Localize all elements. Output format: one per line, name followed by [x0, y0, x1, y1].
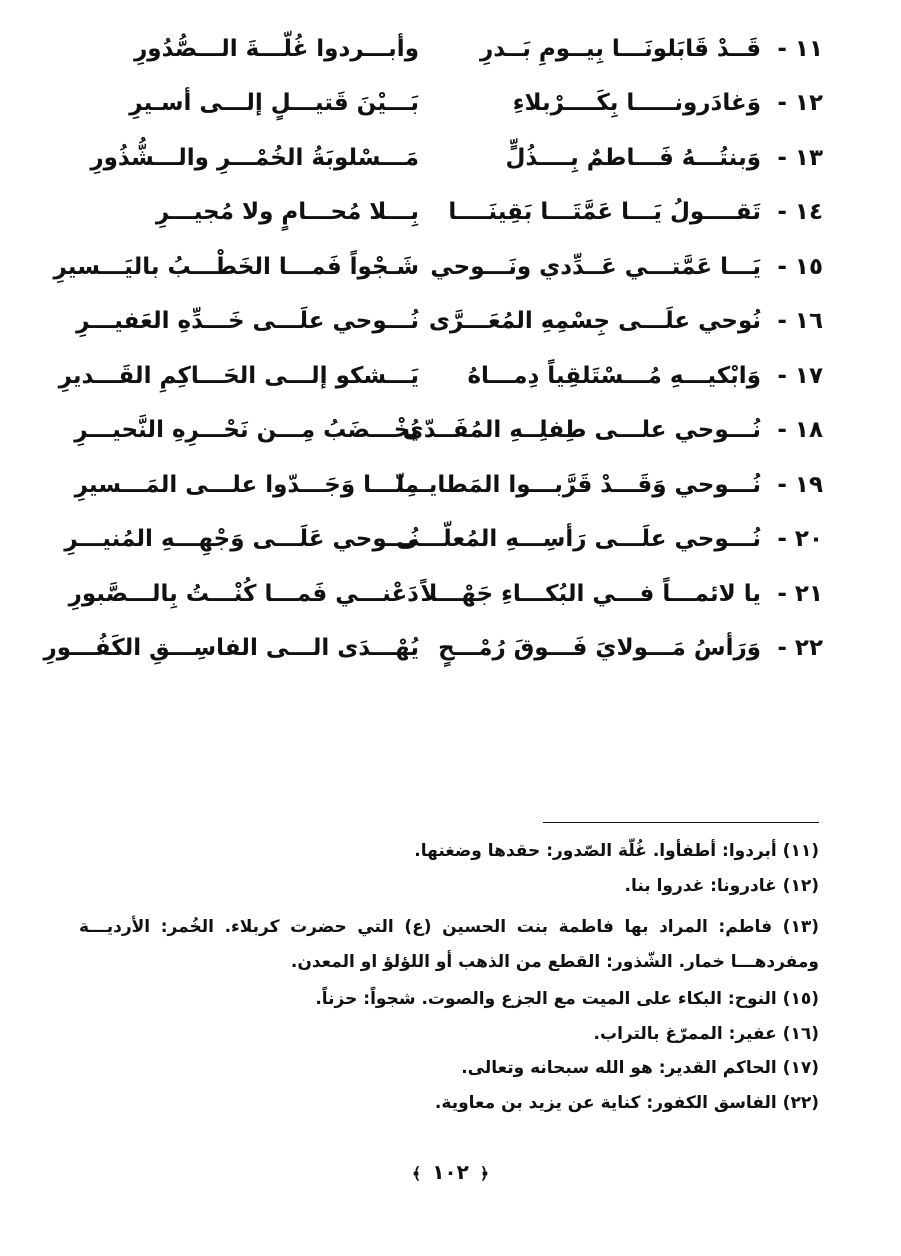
- verse-first-hemistich: قَــدْ قَابَلونَـــا بِيــومِ بَــدرِ: [480, 35, 761, 62]
- verse-line: [43, 622, 823, 677]
- verse-second-hemistich: نُـــوحي علَـــى خَـــدِّهِ العَفيـــرِ: [76, 308, 419, 335]
- verse-first-hemistich: نُـــوحي وَقَـــدْ قَرَّبـــوا المَطايـــا: [396, 471, 761, 498]
- verse-line: [63, 567, 823, 622]
- footnote: (١١) أبردوا: أطفأوا. غُلّة الصّدور: حقدها وضغنها.: [414, 841, 819, 861]
- verse-first-hemistich: نُوحي علَـــى جِسْمِهِ المُعَـــرَّى: [428, 308, 761, 335]
- verse-number: ١٩ -: [777, 471, 823, 498]
- verse-number: ١٥ -: [777, 253, 823, 280]
- verse-second-hemistich: بَـــيْنَ قَتيـــلٍ إلـــى أسـيرِ: [129, 90, 419, 117]
- verse-second-hemistich: يُهْـــدَى الـــى الفاسِـــقِ الكَفُـــورِ: [43, 635, 419, 662]
- footnote-separator: [543, 822, 819, 823]
- verse-number: ١٢ -: [777, 90, 823, 117]
- verse-number: ١٣ -: [777, 144, 823, 171]
- verse-second-hemistich: يُخْـــضَبُ مِـــن نَحْـــرِهِ النَّحيـــرِ: [74, 417, 419, 444]
- verse-line: [63, 77, 823, 132]
- footnote: (١٧) الحاكم القدير: هو الله سبحانه وتعالى.: [461, 1058, 819, 1079]
- verse-first-hemistich: نُـــوحي علَـــى رَأسِـــهِ المُعلّـــى: [396, 526, 761, 553]
- verse-second-hemistich: شَـجْواً فَمـــا الخَطْـــبُ باليَـــسيرِ: [53, 253, 419, 280]
- verse-line: [58, 349, 823, 404]
- footnote: (١٣) فاطم: المراد بها فاطمة بنت الحسين (ع) التي حضرت كربلاء. الخُمر: الأرديـــة ومفردهـــا خمار. الشّذور: القطع من الذهب أو اللؤلؤ او المعدن.: [79, 916, 819, 972]
- verse-second-hemistich: دَعْنـــي فَمـــا كُنْـــتُ بِالـــصَّبورِ: [68, 580, 419, 607]
- page-ornament-left: ﴾: [411, 1164, 422, 1183]
- verse-number: ١١ -: [777, 35, 823, 62]
- verse-first-hemistich: يَـــا عَمَّتـــي عَــدِّدي ونَـــوحي: [430, 253, 761, 280]
- verse-second-hemistich: بِـــلا مُحـــامٍ ولا مُجيـــرِ: [155, 199, 419, 226]
- verse-number: ٢٠ -: [777, 526, 823, 553]
- verse-second-hemistich: نُـــوحي عَلَـــى وَجْهِـــهِ المُنيـــرِ: [64, 526, 419, 553]
- verse-line: [63, 295, 823, 350]
- verse-number: ١٧ -: [777, 362, 823, 389]
- page-number-value: ١٠٢: [432, 1160, 469, 1184]
- verse-line: [63, 404, 823, 459]
- verse-line: [63, 513, 823, 568]
- poem-verses: [43, 22, 823, 676]
- verse-second-hemistich: مِنّـــا وَجَـــدّوا علـــى المَـــسيرِ: [74, 471, 419, 498]
- footnote: (١٢) غادرونا: غدروا بنا.: [624, 875, 819, 896]
- verse-number: ٢٢ -: [777, 635, 823, 662]
- verse-second-hemistich: مَـــسْلوبَةُ الخُمْـــرِ والـــشُّذُورِ: [90, 144, 419, 171]
- verse-line: [63, 131, 823, 186]
- verse-first-hemistich: وَابْكيـــهِ مُـــسْتَلقِياً دِمـــاهُ: [467, 362, 761, 389]
- footnote: (١٥) النوح: البكاء على الميت مع الجزع والصوت. شجواً: حزناً.: [315, 988, 819, 1009]
- verse-number: ٢١ -: [777, 580, 823, 607]
- verse-second-hemistich: وأبـــردوا غُلّـــةَ الـــصُّدُورِ: [134, 35, 419, 62]
- page-ornament-right: ﴿: [479, 1164, 490, 1183]
- verse-line: [63, 458, 823, 513]
- footnotes: [79, 840, 819, 1127]
- verse-number: ١٤ -: [777, 199, 823, 226]
- verse-number: ١٦ -: [777, 308, 823, 335]
- page-number: [0, 1160, 901, 1184]
- verse-number: ١٨ -: [777, 417, 823, 444]
- verse-line: [53, 240, 823, 295]
- verse-first-hemistich: وَغادَرونـــــا بِكَــــرْبلاءِ: [512, 90, 761, 117]
- verse-first-hemistich: نُـــوحي علـــى طِفلِــهِ المُفَــدّى: [402, 417, 761, 444]
- verse-second-hemistich: يَـــشكو إلـــى الحَـــاكِمِ القَـــديرِ: [58, 362, 419, 389]
- footnote: (١٦) عفير: الممرّغ بالتراب.: [593, 1023, 819, 1044]
- verse-line: [63, 186, 823, 241]
- verse-first-hemistich: تَقــــولُ يَـــا عَمَّتَـــا بَقِينَــــا: [448, 199, 761, 226]
- verse-line: [63, 22, 823, 77]
- verse-first-hemistich: وَبنتُـــهُ فَـــاطمٌ بِــــذُلٍّ: [505, 144, 761, 171]
- footnote: (٢٢) الفاسق الكفور: كناية عن يزيد بن معاوية.: [434, 1093, 819, 1114]
- verse-first-hemistich: يا لائمـــاً فـــي البُكـــاءِ جَهْـــلاً: [420, 580, 761, 607]
- verse-first-hemistich: وَرَأسُ مَـــولايَ فَـــوقَ رُمْـــحٍ: [438, 635, 761, 662]
